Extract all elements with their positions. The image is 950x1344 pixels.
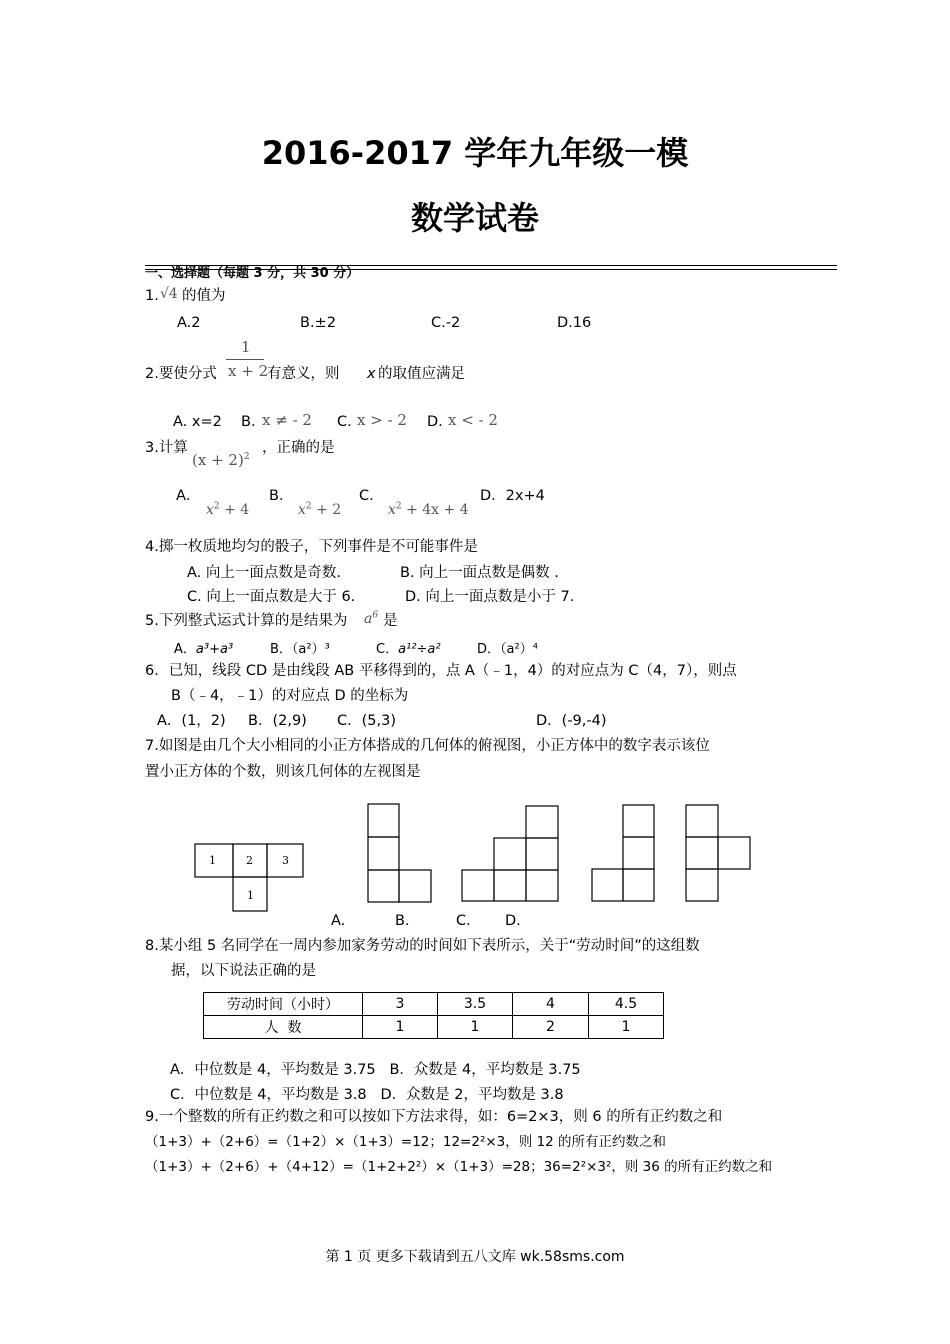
table-cell: 1 [363,1016,438,1039]
top-view-number: 3 [282,854,289,867]
table-row [204,1016,664,1039]
table-cell: 4.5 [589,993,664,1016]
q2-fraction-denominator: x + 2 [228,362,269,380]
cube-square [686,805,718,837]
q3-stem-a: 3.计算 [145,440,188,456]
q9-line-1: 9.一个整数的所有正约数之和可以按如下方法求得，如：6=2×3，则 6 的所有正约数之和 [145,1109,723,1125]
q3-option-c-math: $x^2 + 4x + 4$ [388,501,469,518]
q7-option-b-figure [462,806,558,901]
q8-line-2: 据，以下说法正确的是 [171,963,316,979]
q5-target: $a^6$ [364,610,379,627]
section-heading: 一、选择题（每题 3 分，共 30 分） [145,266,360,281]
q3-option-b-label: B． [269,488,294,504]
q3-stem-b: ，正确的是 [262,440,335,456]
q4-option-c: C. 向上一面点数是大于 6. [187,589,356,605]
q4-option-d: D. 向上一面点数是小于 7. [405,589,575,605]
cube-square [592,869,623,901]
q7-label-b: B． [395,913,420,929]
q7-line-2: 置小正方体的个数，则该几何体的左视图是 [145,764,421,780]
q3-option-d: D．2x+4 [480,488,545,504]
q7-label-d: D. [505,913,521,929]
cube-square [526,806,558,838]
top-view-number: 1 [209,854,216,867]
q2-stem-a: 2.要使分式 [145,366,217,382]
q9-line-3: （1+3）+（2+6）+（4+12）=（1+2+2²）×（1+3）=28；36=2²×3²，则 36 的所有正约数之和 [145,1159,773,1175]
q1-option-a: A.2 [177,315,201,331]
table-cell: 人 数 [204,1016,363,1039]
q7-top-view [195,844,303,911]
q6-option-b: B．(2,9) [248,713,307,729]
q3-option-a-math: $x^2 + 4$ [206,501,250,518]
q8-options-ab: A．中位数是 4，平均数是 3.75 B．众数是 4，平均数是 3.75 [170,1062,581,1078]
q7-label-c: C． [456,913,481,929]
q7-option-a-figure [368,804,431,902]
q8-data-table [203,992,664,1039]
page-subtitle: 数学试卷 [410,199,539,237]
q2-stem-c: 的取值应满足 [378,366,465,382]
q1-option-c: C.-2 [431,315,461,331]
table-cell: 3.5 [438,993,513,1016]
q2-option-c-math: x > - 2 [357,411,407,429]
q3-option-c-label: C． [359,488,384,504]
q4-stem: 4.掷一枚质地均匀的骰子，下列事件是不可能事件是 [145,539,478,555]
cube-square [686,837,718,869]
q8-line-1: 8.某小组 5 名同学在一周内参加家务劳动的时间如下表所示，关于“劳动时间”的这组数 [145,938,700,954]
cube-square [686,869,718,901]
q2-option-b-math: x ≠ - 2 [262,411,312,429]
q2-option-d-label: D. [427,414,443,430]
cube-square [462,870,494,901]
cube-square [718,837,750,869]
cube-square [399,870,431,902]
q8-options-cd: C．中位数是 4，平均数是 3.8 D．众数是 2，平均数是 3.8 [170,1087,564,1103]
q2-option-c-label: C. [337,414,352,430]
page-title: 2016-2017 学年九年级一模 [261,134,689,172]
q5-option-d: D．（a²）⁴ [477,642,538,657]
q1-stem: 的值为 [182,288,226,304]
page-footer: 第 1 页 更多下载请到五八文库 wk.58sms.com [325,1249,625,1265]
q2-stem-b: 有意义，则 [267,366,340,382]
cube-square [526,870,558,901]
q6-option-c: C．(5,3) [337,713,396,729]
q9-line-2: （1+3）+（2+6）=（1+2）×（1+3）=12；12=2²×3，则 12 的所有正约数之和 [145,1134,667,1150]
q6-line-1: 6．已知，线段 CD 是由线段 AB 平移得到的，点 A（﹣1，4）的对应点为 C（4，7），则点 [145,663,737,679]
q2-variable: x [367,366,376,382]
q1-option-d: D.16 [557,315,592,331]
q7-option-d-figure [686,805,750,901]
q2-option-b-label: B. [241,414,256,430]
q7-line-1: 7.如图是由几个大小相同的小正方体搭成的几何体的俯视图，小正方体中的数字表示该位 [145,738,710,754]
table-cell: 4 [513,993,589,1016]
q5-stem-b: 是 [383,613,398,629]
table-cell: 3 [363,993,438,1016]
cube-square [526,838,558,870]
q2-option-a: A. x=2 [173,414,222,430]
cube-square [368,804,399,837]
q3-expression: $(x + 2)^2$ [192,451,250,469]
table-cell: 劳动时间（小时） [204,993,363,1016]
table-cell: 1 [589,1016,664,1039]
cube-square [494,838,526,870]
cube-square [623,805,654,837]
q6-line-2: B（﹣4，﹣1）的对应点 D 的坐标为 [171,688,409,704]
cube-square [494,870,526,901]
table-cell: 2 [513,1016,589,1039]
cube-square [623,837,654,869]
q3-option-a-label: A． [176,488,201,504]
q1-option-b: B.±2 [300,315,336,331]
q1-number: 1. [145,288,159,304]
q2-fraction-numerator: 1 [241,338,251,356]
table-cell: 1 [438,1016,513,1039]
top-view-number: 2 [246,854,253,867]
q4-option-a: A. 向上一面点数是奇数. [187,565,341,581]
q6-option-a: A．(1，2) [157,713,226,729]
cube-square [368,870,399,902]
table-row [204,993,664,1016]
q3-option-b-math: $x^2 + 2$ [298,501,342,518]
top-view-number: 1 [247,889,254,902]
q7-label-a: A. [331,913,346,929]
q4-option-b: B. 向上一面点数是偶数 . [400,565,559,581]
q6-option-d: D．(-9,-4) [536,713,607,729]
q5-stem-a: 5.下列整式运式计算的是结果为 [145,613,348,629]
q2-option-d-math: x < - 2 [448,411,498,429]
cube-square [623,869,654,901]
q5-option-a: A．a³+a³ [174,642,234,657]
cube-square [368,837,399,870]
q5-option-c: C．a¹²÷a² [376,642,441,657]
q5-option-b: B．（a²）³ [270,642,330,657]
q7-option-c-figure [592,805,654,901]
q1-sqrt: √4 [160,286,178,302]
